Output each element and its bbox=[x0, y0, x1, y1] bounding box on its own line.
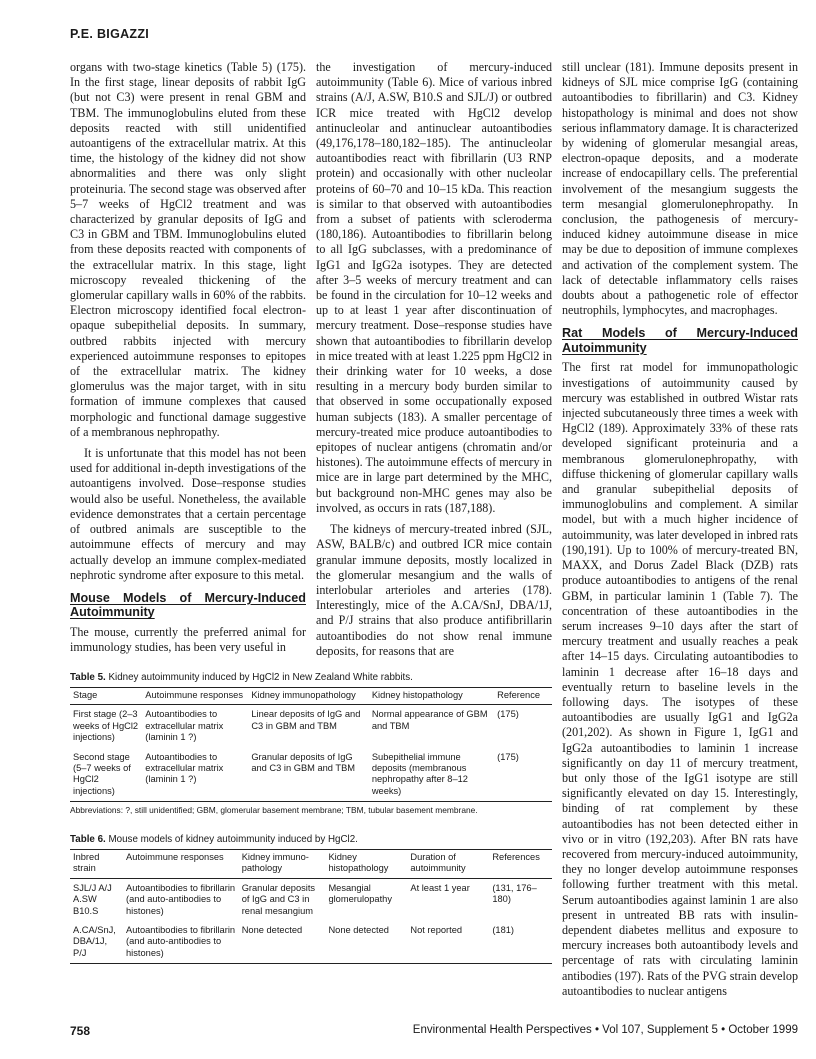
paragraph: The first rat model for immunopathologic investigations of autoimmunity caused by mercury was established in outbred Wistar rats injected subcutaneously three times a week with HgCl2 (189). Approximately 33% of these rats developed significant proteinuria and a membranous glomerulonephropathy, with diffuse thickening of glomerular capillary walls and granular subepithelial deposits of immunoglobulins and complement. A similar model, but with a much higher incidence of autoimmunity, was later developed in inbred rats (190,191). Up to 100% of mercury-treated BN, MAXX, and Dorus Zadel Black (DZB) rats produce autoantibodies to antigens of the renal GBM, in particular laminin 1 (Table 7). The concentration of these autoantibodies in the serum increases 9–10 days after the start of mercury treatment and usually reaches a peak after 14–15 days. Circulating autoantibodies to laminin 1 decrease after 16–18 days and eventually return to baseline levels in the following days. The isotypes of these autoantibodies are usually IgG1 and IgG2a (201,202). As shown in Figure 1, IgG1 and IgG2a autoantibodies to laminin 1 increase significantly on day 11 of mercury treatment, but only those of the IgG1 isotype are still significantly elevated on day 15. Interestingly, binding of rat complement by these autoantibodies has not been detected either in vivo or in vitro (192,203). After BN rats have recovered from mercury-induced autoimmunity, they no longer develop autoimmune responses following further treatment with this metal. Serum autoantibodies against laminin 1 are also present in untreated BB rats with insulin-dependent diabetes mellitus and exposure to mercury increases both autoantibody levels and percentage of rats with circulating laminin antibodies (197). Rats of the PVG strain develop autoantibodies to nuclear antigens bbox=[562, 360, 798, 998]
table-cell: Second stage (5–7 weeks of HgCl2 injections) bbox=[70, 748, 142, 802]
running-header-author: P.E. BIGAZZI bbox=[70, 27, 150, 41]
column-1 bbox=[70, 60, 306, 655]
table-cell: Linear deposits of IgG and C3 in GBM and TBM bbox=[251, 709, 361, 731]
table-cell: Not reported bbox=[407, 921, 489, 964]
table-cell: Granular deposits of IgG and C3 in renal mesangium bbox=[241, 882, 316, 916]
table-header-row bbox=[70, 688, 552, 705]
table-row bbox=[70, 921, 552, 964]
table-cell: None detected bbox=[325, 921, 407, 964]
page-footer bbox=[70, 1024, 798, 1038]
column-header: Kidney histopathology bbox=[325, 850, 407, 879]
page-number: 758 bbox=[70, 1024, 91, 1038]
paragraph: It is unfortunate that this model has not been used for additional in-depth investigations of the autoantigens involved. Dose–response studies would also be useful. Nonetheless, the available evidence demonstrates that a certain percentage of outbred animals are susceptible to the autoimmune effects of mercury and may actually develop an immune complex-mediated nephrotic syndrome after exposure to this metal. bbox=[70, 446, 306, 582]
table-cell: (181) bbox=[489, 921, 552, 964]
table-cell: Normal appearance of GBM and TBM bbox=[371, 709, 488, 731]
table-cell: Autoantibodies to extracellular matrix (laminin 1 ?) bbox=[145, 709, 224, 743]
table-cell: Granular deposits of IgG and C3 in GBM and TBM bbox=[248, 748, 369, 802]
table-row bbox=[70, 748, 552, 802]
section-heading-rat-models: Rat Models of Mercury-Induced Autoimmunity bbox=[562, 326, 798, 355]
section-heading-mouse-models: Mouse Models of Mercury-Induced Autoimmunity bbox=[70, 590, 306, 620]
table-cell: Autoantibodies to fibrillarin (and auto-antibodies to histones) bbox=[126, 882, 236, 916]
table-cell: Subepithelial immune deposits (membranous nephropathy after 8–12 weeks) bbox=[369, 748, 494, 802]
column-header: Reference bbox=[494, 688, 552, 705]
table-cell: A.CA/SnJ, DBA/1J, P/J bbox=[70, 921, 123, 964]
paragraph: organs with two-stage kinetics (Table 5) (175). In the first stage, linear deposits of rabbit IgG (but not C3) were present in renal GBM and TBM. The immunoglobulins eluted from these deposits reacted with still unidentified autoantigens of the extracellular matrix. At this time, the histology of the kidney did not show abnormalities and there was only slight proteinuria. The second stage was observed after 5–7 weeks of HgCl2 treatment and was characterized by granular deposits of IgG and C3 in GBM and TBM. Immunoglobulins eluted from these deposits reacted with components of the extracellular matrix. In this stage, light microscopy revealed thickening of the glomerular capillary walls in 60% of the rabbits. Electron microscopy identified focal electron-opaque subepithelial deposits. In summary, outbred rabbits injected with mercury experienced autoimmune responses to epitopes of the extracellular matrix. The kidney glomerulus was the major target, with in situ formation of immune complexes that caused morphologic and functional damage suggestive of a membranous nephropathy. bbox=[70, 60, 306, 439]
table-row bbox=[70, 878, 552, 921]
table-caption: Table 6. Mouse models of kidney autoimmunity induced by HgCl2. bbox=[70, 834, 358, 845]
table-cell: At least 1 year bbox=[410, 882, 470, 893]
table-header-row bbox=[70, 850, 552, 879]
table-5 bbox=[70, 672, 552, 815]
table-cell: (175) bbox=[494, 748, 552, 802]
column-header: References bbox=[489, 850, 552, 879]
paragraph: The mouse, currently the preferred animal for immunology studies, has been very useful in bbox=[70, 624, 306, 655]
paragraph: The kidneys of mercury-treated inbred (SJL, ASW, BALB/c) and outbred ICR mice contain granular immune deposits, mostly localized in the glomerular mesangium and the walls of interlobular arterioles and arteries (178). Interestingly, mice of the A.CA/SnJ, DBA/1J, and P/J strains that also produce antifibrillarin autoantibodies do not show renal immune deposits, for reasons that are bbox=[316, 522, 552, 658]
column-header: Autoimmune responses bbox=[123, 850, 239, 879]
column-header: Kidney histopathology bbox=[369, 688, 494, 705]
table-row bbox=[70, 705, 552, 748]
table-cell: Autoantibodies to extracellular matrix (laminin 1 ?) bbox=[142, 748, 248, 802]
table-cell: First stage (2–3 weeks of HgCl2 injections) bbox=[73, 709, 139, 743]
column-header: Kidney immuno-pathology bbox=[239, 850, 326, 879]
table-cell: Autoantibodies to fibrillarin (and auto-antibodies to histones) bbox=[123, 921, 239, 964]
table-caption: Table 5. Kidney autoimmunity induced by HgCl2 in New Zealand White rabbits. bbox=[70, 672, 413, 683]
table-abbreviations: Abbreviations: ?, still unidentified; GBM, glomerular basement membrane; TBM, tubular basement membrane. bbox=[70, 805, 478, 816]
table-cell: (131, 176–180) bbox=[492, 882, 537, 905]
column-header: Autoimmune responses bbox=[142, 688, 248, 705]
table-cell: None detected bbox=[239, 921, 326, 964]
column-3 bbox=[562, 60, 798, 999]
column-header: Kidney immunopathology bbox=[248, 688, 369, 705]
table-cell: (175) bbox=[497, 709, 519, 720]
column-header: Duration of autoimmunity bbox=[407, 850, 489, 879]
paragraph: still unclear (181). Immune deposits present in kidneys of SJL mice comprise IgG (containing autoantibodies to fibrillarin) and C3. Kidney histopathology is minimal and does not show serious inflammatory damage. It is characterized by widening of glomerular mesangial areas, electron-opaque deposits, and a moderate increase of endocapillary cells. The preferential involvement of the mesangium suggests the term mesangial glomerulonephropathy. In conclusion, the pathogenesis of mercury-induced kidney autoimmune disease in mice may be due to deposition of immune complexes and activation of the complement system. The lack of detectable inflammatory cells raises doubts about a pathogenetic role of effector neutrophils, lymphocytes, and macrophages. bbox=[562, 60, 798, 318]
journal-citation: Environmental Health Perspectives • Vol 107, Supplement 5 • October 1999 bbox=[412, 1024, 798, 1036]
column-2 bbox=[316, 60, 552, 659]
table-cell: Mesangial glomerulopathy bbox=[328, 882, 393, 905]
paragraph: the investigation of mercury-induced autoimmunity (Table 6). Mice of various inbred strains (A/J, A.SW, B10.S and SJL/J) or outbred ICR mice treated with HgCl2 develop antinucleolar and antinuclear autoantibodies (49,176,178–180,182–185). The antinucleolar autoantibodies react with fibrillarin (U3 RNP protein) and occasionally with other nucleolar proteins of 60–70 and 10–15 kDa. This reaction is similar to that observed with autoantibodies from a subset of patients with scleroderma (180,186). Autoantibodies to fibrillarin belong to all IgG subclasses, with a predominance of IgG1 and IgG2a isotypes. They are detected after 3–5 weeks of mercury treatment and can be found in the circulation for 10–12 weeks and up to at least 1 year after discontinuation of mercury treatment. Dose–response studies have shown that autoantibodies to fibrillarin develop in mice treated with at least 1.225 ppm HgCl2 in their drinking water for 10 weeks, a dose resulting in a mercury body burden similar to that observed in some occupationally exposed human subjects (183). A smaller percentage of mercury-treated mice produce autoantibodies to epitopes of nuclear antigens (chromatin and/or histones). The autoimmune effects of mercury in mice are in large part determined by the MHC, but background non-MHC genes may also be involved, as occurs in rats (187,188). bbox=[316, 60, 552, 515]
column-header: Inbred strain bbox=[70, 850, 123, 879]
column-header: Stage bbox=[70, 688, 142, 705]
table-cell: SJL/J A/J A.SW B10.S bbox=[73, 882, 112, 916]
table-6 bbox=[70, 834, 552, 964]
